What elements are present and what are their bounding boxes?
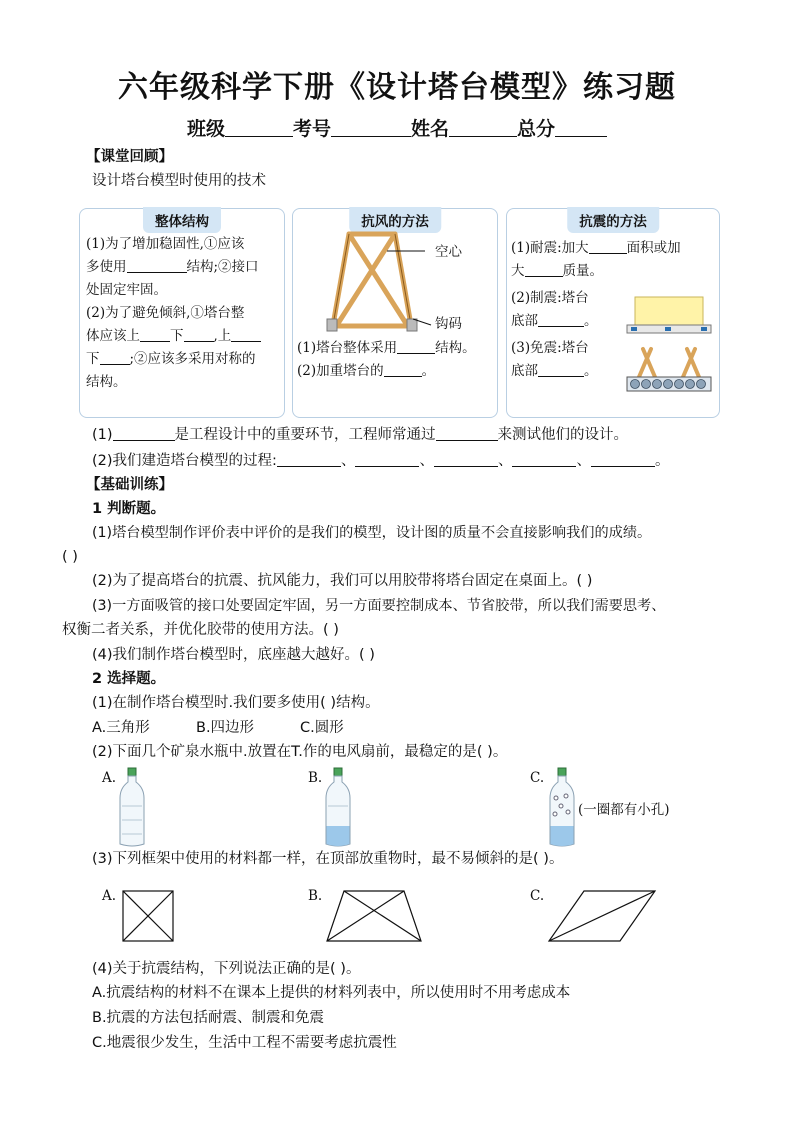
blank[interactable] xyxy=(127,257,187,273)
bottle-with-holes-icon xyxy=(548,768,576,848)
blank[interactable] xyxy=(525,261,563,277)
choice-q3-option-a[interactable]: A. xyxy=(102,888,117,904)
label-hook-weight: 钩码 xyxy=(435,316,462,332)
choice-q4-option-c[interactable]: C.地震很少发生，生活中工程不需要考虑抗震性 xyxy=(92,1035,397,1051)
isolation-base-illustration xyxy=(625,347,713,395)
score-label: 总分 xyxy=(517,118,556,140)
judge-item-3: (3)一方面吸管的接口处要固定牢固，另一方面要控制成本、节省胶带，所以我们需要思考、 xyxy=(92,598,666,614)
choice-q3-option-c[interactable]: C. xyxy=(530,888,545,904)
blank[interactable] xyxy=(231,326,261,342)
page-title: 六年级科学下册《设计塔台模型》练习题 xyxy=(118,70,676,105)
blank[interactable] xyxy=(538,311,584,327)
score-field[interactable] xyxy=(555,118,607,137)
choice-q3-option-b[interactable]: B. xyxy=(308,888,323,904)
card-wind-resistance xyxy=(292,208,498,418)
name-field[interactable] xyxy=(449,118,517,137)
card-earthquake-resistance xyxy=(506,208,720,418)
blank[interactable] xyxy=(100,349,130,365)
class-field[interactable] xyxy=(225,118,293,137)
blank[interactable] xyxy=(397,338,435,354)
choice-q2: (2)下面几个矿泉水瓶中.放置在T.作的电风扇前，最稳定的是( )。 xyxy=(92,744,508,760)
blank[interactable] xyxy=(277,451,341,467)
blank[interactable] xyxy=(140,326,170,342)
basic-heading: 【基础训练】 xyxy=(86,477,173,493)
choice-q1-option-a[interactable]: A.三角形 xyxy=(92,720,150,736)
card-title: 抗风的方法 xyxy=(349,207,441,233)
exam-no-label: 考号 xyxy=(292,118,331,140)
choice-q1: (1)在制作塔台模型时.我们要多使用( )结构。 xyxy=(92,695,380,711)
card-body: (1)耐震:加大 面积或加 大 质量。 (2)制震:塔台 底部 。 (3)免震:塔台 底部 。 xyxy=(511,240,681,379)
judge-item-4: (4)我们制作塔台模型时，底座越大越好。( ) xyxy=(92,647,375,663)
student-info-row xyxy=(0,114,794,141)
bottle-holes-note: (一圈都有小孔) xyxy=(578,802,670,818)
card-title: 抗震的方法 xyxy=(567,207,659,233)
bottle-with-water-icon xyxy=(324,768,352,848)
name-label: 姓名 xyxy=(411,118,450,140)
trapezoid-frame-icon xyxy=(326,890,422,942)
bottle-empty-icon xyxy=(118,768,146,848)
blank[interactable] xyxy=(538,361,584,377)
choice-q4-option-a[interactable]: A.抗震结构的材料不在课本上提供的材料列表中，所以使用时不用考虑成本 xyxy=(92,985,571,1001)
choice-title: 2 选择题。 xyxy=(92,671,166,687)
review-question-1: (1) 是工程设计中的重要环节，工程师常通过 来测试他们的设计。 xyxy=(92,427,629,443)
blank[interactable] xyxy=(591,451,655,467)
choice-q3: (3)下列框架中使用的材料都一样，在顶部放重物时，最不易倾斜的是( )。 xyxy=(92,851,564,867)
review-question-2: (2)我们建造塔台模型的过程: 、 、 、 、 。 xyxy=(92,453,670,469)
judge-title: 1 判断题。 xyxy=(92,501,166,517)
square-frame-icon xyxy=(122,890,174,942)
review-heading: 【课堂回顾】 xyxy=(86,149,173,165)
choice-q2-option-b[interactable]: B. xyxy=(308,770,323,786)
card-body: (1)为了增加稳固性,①应该 多使用 结构;②接口 处固定牢固。 (2)为了避免倾斜,①塔台整 体应该上 下 ,上 下 ;②应该多采用对称的 结构。 xyxy=(86,233,261,394)
judge-item-3-cont: 权衡二者关系，并优化胶带的使用方法。( ) xyxy=(62,622,339,638)
choice-q2-option-a[interactable]: A. xyxy=(102,770,117,786)
card-body: (1)塔台整体采用 结构。 (2)加重塔台的 。 xyxy=(297,340,476,379)
judge-item-2: (2)为了提高塔台的抗震、抗风能力，我们可以用胶带将塔台固定在桌面上。( ) xyxy=(92,573,593,589)
judge-item-1: (1)塔台模型制作评价表中评价的是我们的模型，设计图的质量不会直接影响我们的成绩。 xyxy=(92,525,652,541)
blank[interactable] xyxy=(384,361,422,377)
choice-q1-option-b[interactable]: B.四边形 xyxy=(196,720,255,736)
label-hollow: 空心 xyxy=(435,244,462,260)
class-label: 班级 xyxy=(186,118,225,140)
card-title: 整体结构 xyxy=(143,207,221,233)
choice-q4-option-b[interactable]: B.抗震的方法包括耐震、制震和免震 xyxy=(92,1010,325,1026)
blank[interactable] xyxy=(589,238,627,254)
blank[interactable] xyxy=(512,451,576,467)
blank[interactable] xyxy=(436,425,498,441)
exam-no-field[interactable] xyxy=(331,118,411,137)
judge-item-1-answer[interactable]: ( ) xyxy=(62,549,78,565)
blank[interactable] xyxy=(355,451,419,467)
parallelogram-frame-icon xyxy=(548,890,656,942)
damping-base-illustration xyxy=(625,295,713,339)
choice-q2-option-c[interactable]: C. xyxy=(530,770,545,786)
card-overall-structure xyxy=(79,208,285,418)
review-intro: 设计塔台模型时使用的技术 xyxy=(92,173,266,189)
blank[interactable] xyxy=(434,451,498,467)
choice-q1-option-c[interactable]: C.圆形 xyxy=(300,720,344,736)
blank[interactable] xyxy=(184,326,214,342)
choice-q4: (4)关于抗震结构，下列说法正确的是( )。 xyxy=(92,961,361,977)
blank[interactable] xyxy=(113,425,175,441)
